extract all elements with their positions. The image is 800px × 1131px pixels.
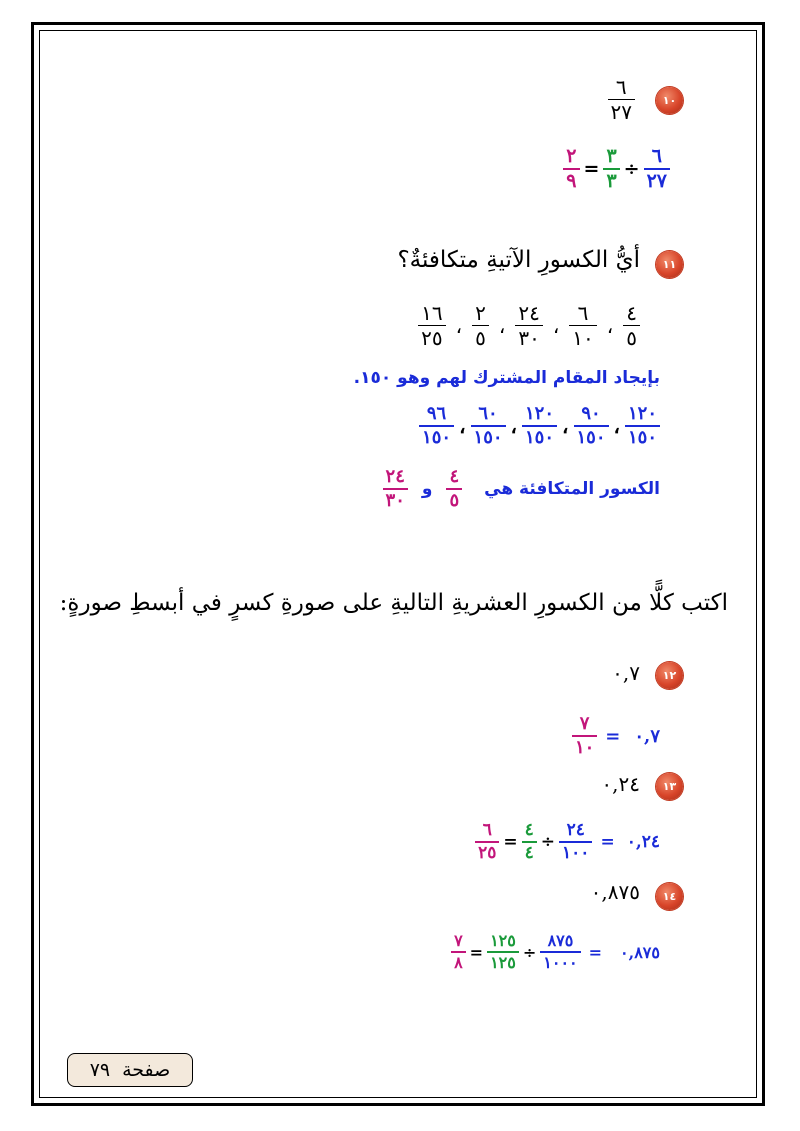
divide-sign: ÷ [623,158,640,180]
equals-sign: = [583,158,600,180]
q14-question: ٠,٨٧٥ [590,880,640,904]
fraction: $\frac{٦٠}{١٥٠}$ [471,405,506,447]
fraction: $\frac{٩٠}{١٥٠}$ [574,405,609,447]
question-number-badge: ١٣ [656,773,683,800]
q14-answer [451,933,660,971]
q13-question: ٠,٢٤ [601,772,640,796]
divide-sign: ÷ [522,942,537,962]
fraction: $\frac{٢٤}{١٠٠}$ [559,822,592,862]
fraction: $\frac{٦}{٢٥}$ [475,822,499,862]
separator: ، [455,313,463,338]
fraction: $\frac{٢}{٩}$ [563,147,579,191]
q10-answer [563,147,670,191]
result-label: الكسور المتكافئة هي [484,479,660,499]
page-number-box [67,1053,193,1087]
page-number: ٧٩ [89,1059,111,1081]
equals-sign: = [588,942,603,962]
equals-sign: = [469,942,484,962]
decimal-value: ٠,٧ [634,725,660,747]
fraction: $\frac{٧}{١٠}$ [572,715,597,757]
q13-answer [475,822,660,862]
equals-sign: = [600,832,615,852]
fraction-option: $\frac{٤}{٥}$ [623,303,640,348]
fraction: $\frac{٦}{٢٧}$ [608,77,635,122]
fraction: $\frac{٤}{٥}$ [446,468,462,510]
separator: ، [606,313,614,338]
question-number-badge: ١٢ [656,662,683,689]
separator: ، [510,414,518,438]
q11-common-denominator: بإيجاد المقام المشترك لهم وهو ١٥٠. [353,368,660,388]
fraction: $\frac{١٢٠}{١٥٠}$ [522,405,557,447]
q11-converted-fractions [419,405,660,447]
q12-answer [572,715,660,757]
question-number-badge: ١٠ [656,87,683,114]
decimal-value: ٠,٢٤ [626,832,660,852]
separator: ، [552,313,560,338]
and-word: و [421,479,433,499]
separator: ، [498,313,506,338]
equals-sign: = [503,832,518,852]
fraction: $\frac{٧}{٨}$ [451,933,466,971]
fraction: $\frac{١٢٥}{١٢٥}$ [487,933,519,971]
fraction-option: $\frac{٢}{٥}$ [472,303,489,348]
fraction: $\frac{٦}{٢٧}$ [644,147,670,191]
q10-question [608,77,635,122]
page-label: صفحة [122,1059,171,1081]
q12-question: ٠,٧ [612,661,640,685]
separator: ، [613,414,620,438]
q11-result [383,468,660,510]
question-number-badge: ١١ [656,251,683,278]
decimal-value: ٠,٨٧٥ [620,942,660,962]
divide-sign: ÷ [540,832,556,852]
fraction-option: $\frac{٦}{١٠}$ [569,303,596,348]
fraction-option: $\frac{٢٤}{٣٠}$ [515,303,542,348]
fraction: $\frac{٣}{٣}$ [603,147,619,191]
instruction-text: اكتب كلًّا من الكسورِ العشريةِ التاليةِ على صورةِ كسرٍ في أبسطِ صورةٍ: [59,590,728,616]
q11-options [418,303,640,348]
fraction: $\frac{٨٧٥}{١٠٠٠}$ [540,933,580,971]
q11-question: أيُّ الكسورِ الآتيةِ متكافئةٌ؟ [397,247,640,273]
equals-sign: = [605,725,621,747]
separator: ، [459,414,466,438]
question-number-badge: ١٤ [656,883,683,910]
separator: ، [562,414,569,438]
fraction: $\frac{٤}{٤}$ [522,822,537,862]
fraction: $\frac{٢٤}{٣٠}$ [383,468,408,510]
fraction: $\frac{١٢٠}{١٥٠}$ [625,405,660,447]
fraction: $\frac{٩٦}{١٥٠}$ [419,405,454,447]
fraction-option: $\frac{١٦}{٢٥}$ [418,303,445,348]
